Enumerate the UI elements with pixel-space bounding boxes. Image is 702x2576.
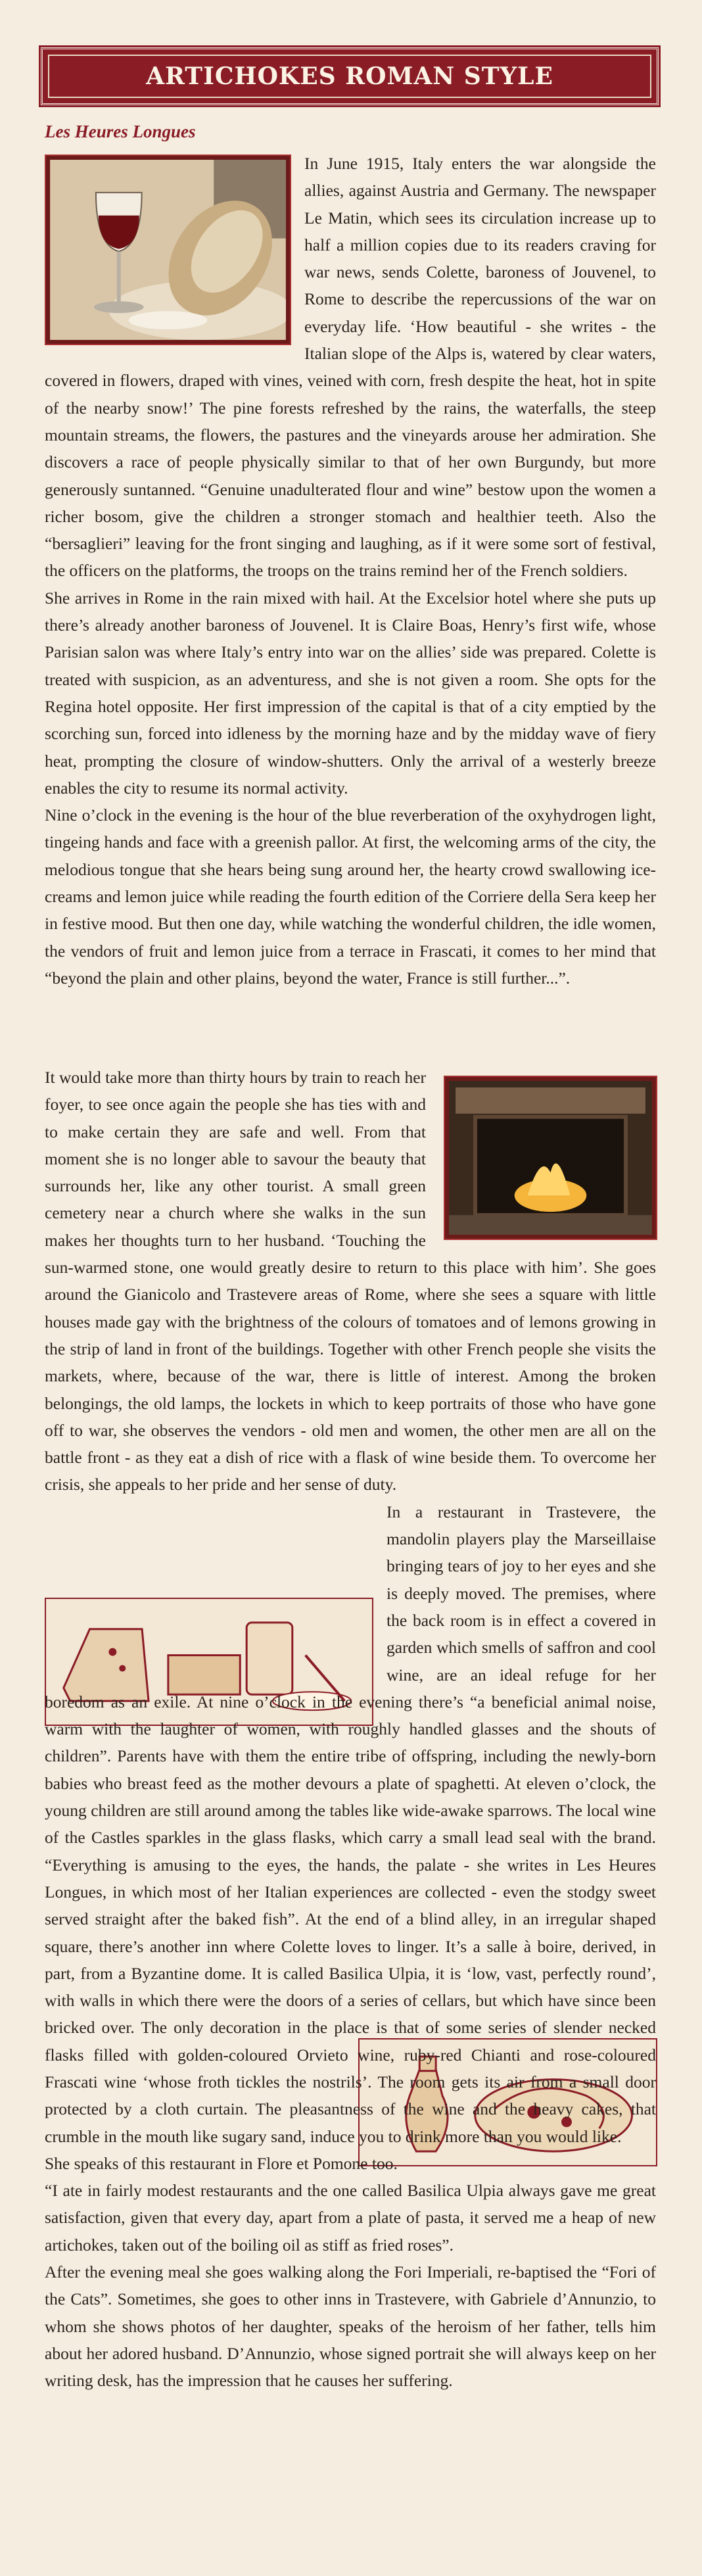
image-spacer-1 <box>45 150 304 347</box>
paragraph: In June 1915, Italy enters the war alongside the allies, against Austria and Germany. The newspaper Le Matin, which sees its circulation increase up to half a million copies due to its readers craving for war news, sends Colette, baroness of Jouvenel, to Rome to describe the repercussions of the war on everyday life. ‘How beautiful - she writes - the Italian slope of the Alps is, watered by clear waters, covered in flowers, draped with vines, veined with corn, fresh despite the heat, hot in spite of the nearby snow!’ The pine forests refreshed by the rains, the waterfalls, the steep mountain streams, the flowers, the pastures and the vineyards arouse her admiration. She discovers a race of people physically similar to that of her own Burgundy, but more generously suntanned. “Genuine unadulterated flour and wine” bestow upon the women a richer bosom, give the children a stronger stomach and healthier teeth. Also the “bersaglieri” leaving for the front singing and laughing, as if it were some sort of festival, the officers on the platforms, the troops on the trains remind her of the French soldiers. <box>45 154 656 581</box>
paragraph: She speaks of this restaurant in Flore et Pomone too. <box>45 2153 398 2173</box>
paragraph: It would take more than thirty hours by train to reach her foyer, to see once again the people she has ties with and to make certain they are safe and well. From that moment she is no longer able to savour the beauty that surrounds her, like any other tourist. A small green cemetery near a church where she walks in the sun makes her thoughts turn to her husband. ‘Touching the sun-warmed stone, one would greatly desire to return to this place with him’. She goes around the Gianicolo and Trastevere areas of Rome, where she sees a square with little houses made gay with the brightness of the colours of tomatoes and of lemons growing in the strip of land in front of the buildings. Together with other French people she visits the markets, where, because of the war, there is little of interest. Among the broken belongings, the old lamps, the lockets in which to keep portraits of those who have gone off to war, she observes the vendors - old men and women, the other men are all on the battle front - as they eat a dish of rice with a flask of wine beside them. To overcome her crisis, she appeals to her pride and her sense of duty. <box>45 1068 656 1494</box>
page-title: ARTICHOKES ROMAN STYLE <box>146 62 553 90</box>
paragraph: She arrives in Rome in the rain mixed with hail. At the Excelsior hotel where she puts up there’s already another baroness of Jouvenel. It is Claire Boas, Henry’s first wife, whose Parisian salon was where Italy’s entry into war on the allies’ side was prepared. Colette is treated with suspicion, as an adventuress, and she is not given a room. She opts for the Regina hotel opposite. Her first impression of the capital is that of a city emptied by the scorching sun, forced into idleness by the morning haze and by the midday wave of fiery heat, prompting the closure of window-shutters. Only the arrival of a westerly breeze enables the city to resume its normal activity. <box>45 588 656 798</box>
subtitle: Les Heures Longues <box>45 122 196 141</box>
paragraph: In a restaurant in Trastevere, the mandolin players play the Marseillaise bringing tears of joy to her eyes and she is deeply moved. The premises, where the back room is in effect a covered in garden which smells of saffron and cool wine, are an ideal refuge for her boredom as an exile. At nine o’clock in the evening there’s “a beneficial animal noise, warm with the laughter of women, with roughly handled glasses and the shouts of children”. Parents have with them the entire tribe of offspring, including the newly-born babies who breast feed as the mother devours a plate of spaghetti. At eleven o’clock, the young children are still around among the tables like wide-awake sparrows. The local wine of the Castles sparkles in the glass flasks, which carry a small lead seal with the brand. “Everything is amusing to the eyes, the hands, the palate - she writes in Les Heures Longues, in which most of her Italian experiences are collected - even the stodgy sweet served straight after the baked fish”. At the end of a blind alley, in an irregular shaped square, there’s another inn where Colette loves to linger. It’s a salle à boire, derived, in part, from a Byzantine dome. It is called Basilica Ulpia, it is ‘low, vast, perfectly round’, with walls in which there were the doors of a series of cellars, but which have since been bricked over. The only decoration in the place is that of some series of slender necked flasks filled with golden-coloured Orvieto wine, ruby-red Chianti and rose-coloured Frascati wine ‘whose froth tickles the nostrils’. The room gets its air from a small door protected by a cloth curtain. The pleasantness of the wine and the heavy cakes, that crumble in the mouth like sugary sand, induce you to drink more than you would like. <box>45 1502 656 2146</box>
image-spacer-2 <box>426 1064 656 1233</box>
text-block-2 <box>45 1064 656 2530</box>
paragraph: After the evening meal she goes walking along the Fori Imperiali, re-baptised the “Fori of the Cats”. Sometimes, she goes to other inns in Trastevere, with Gabriele d’Annunzio, to whom she shows photos of her daughter, speaks of the heroism of her father, tells him about her adored husband. D’Annunzio, whose signed portrait she will always keep on her writing desk, has the impression that he causes her suffering. <box>45 2262 656 2391</box>
title-banner <box>41 47 659 105</box>
paragraph: Nine o’clock in the evening is the hour of the blue reverberation of the oxyhydrogen light, tingeing hands and face with a greenish pallor. At first, the welcoming arms of the city, the melodious tongue that she hears being sung around her, the hearty crowd swallowing ice-creams and lemon juice while reading the fourth edition of the Corriere della Sera keep her in festive mood. But then one day, while watching the wonderful children, the idle women, the vendors of fruit and lemon juice from a terrace in Frascati, it comes to her mind that “beyond the plain and other plains, beyond the water, France is still further...”. <box>45 805 656 988</box>
paragraph: “I ate in fairly modest restaurants and the one called Basilica Ulpia always gave me great satisfaction, given that every day, apart from a plate of pasta, it served me a heap of new artichokes, taken out of the boiling oil as stiff as fried roses”. <box>45 2181 656 2254</box>
image-spacer-3 <box>45 1544 386 1679</box>
text-block-1 <box>45 150 656 988</box>
